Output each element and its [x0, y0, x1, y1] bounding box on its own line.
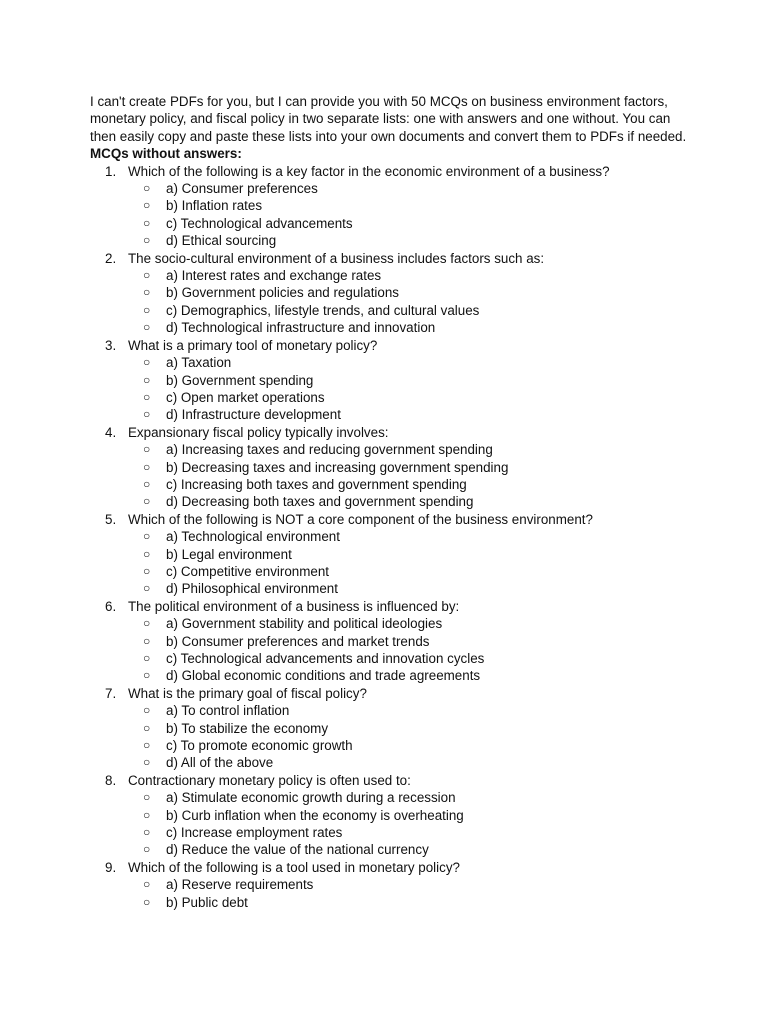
option-item: [128, 789, 690, 806]
option-item: [128, 302, 690, 319]
option-item: [128, 354, 690, 371]
option-item: [128, 284, 690, 301]
option-text: d) Ethical sourcing: [166, 233, 277, 249]
hollow-circle-bullet-icon: ○: [143, 755, 151, 770]
option-item: [128, 459, 690, 476]
question-text: Contractionary monetary policy is often used to:: [128, 772, 411, 788]
hollow-circle-bullet-icon: ○: [143, 581, 151, 596]
hollow-circle-bullet-icon: ○: [143, 842, 151, 857]
hollow-circle-bullet-icon: ○: [143, 215, 151, 230]
question-number: 6.: [105, 598, 117, 614]
option-item: [128, 215, 690, 232]
option-text: b) Public debt: [166, 894, 248, 910]
question-text: The socio-cultural environment of a business includes factors such as:: [128, 250, 545, 266]
question-list: [90, 163, 690, 911]
question-number: 2.: [105, 250, 117, 266]
question-item: [90, 598, 690, 685]
question-item: [90, 859, 690, 911]
question-text: The political environment of a business is influenced by:: [128, 598, 460, 614]
option-text: a) Technological environment: [166, 529, 340, 545]
question-text: What is a primary tool of monetary policy?: [128, 337, 378, 353]
option-list: [128, 267, 690, 337]
option-item: [128, 389, 690, 406]
question-number: 3.: [105, 337, 117, 353]
question-number: 1.: [105, 163, 117, 179]
option-item: [128, 876, 690, 893]
hollow-circle-bullet-icon: ○: [143, 459, 151, 474]
hollow-circle-bullet-icon: ○: [143, 668, 151, 683]
option-text: a) Government stability and political ideologies: [166, 616, 443, 632]
question-item: [90, 337, 690, 424]
option-text: c) Open market operations: [166, 389, 325, 405]
hollow-circle-bullet-icon: ○: [143, 720, 151, 735]
hollow-circle-bullet-icon: ○: [143, 181, 151, 196]
option-item: [128, 528, 690, 545]
option-item: [128, 720, 690, 737]
option-item: [128, 894, 690, 911]
hollow-circle-bullet-icon: ○: [143, 198, 151, 213]
option-item: [128, 807, 690, 824]
option-text: a) Consumer preferences: [166, 181, 318, 197]
hollow-circle-bullet-icon: ○: [143, 877, 151, 892]
option-list: [128, 876, 690, 911]
option-item: [128, 841, 690, 858]
question-number: 8.: [105, 772, 117, 788]
option-text: d) Global economic conditions and trade agreements: [166, 668, 481, 684]
option-text: d) Reduce the value of the national currency: [166, 842, 429, 858]
question-item: [90, 772, 690, 859]
question-item: [90, 511, 690, 598]
hollow-circle-bullet-icon: ○: [143, 372, 151, 387]
question-number: 4.: [105, 424, 117, 440]
question-item: [90, 250, 690, 337]
option-item: [128, 406, 690, 423]
option-text: b) Curb inflation when the economy is overheating: [166, 807, 464, 823]
option-text: b) To stabilize the economy: [166, 720, 329, 736]
option-text: a) To control inflation: [166, 703, 290, 719]
question-text: Which of the following is NOT a core component of the business environment?: [128, 511, 593, 527]
option-text: b) Inflation rates: [166, 198, 263, 214]
option-item: [128, 650, 690, 667]
option-item: [128, 633, 690, 650]
option-text: b) Consumer preferences and market trends: [166, 633, 430, 649]
hollow-circle-bullet-icon: ○: [143, 894, 151, 909]
option-text: c) Technological advancements: [166, 215, 353, 231]
section-heading: MCQs without answers:: [90, 146, 242, 162]
option-text: b) Legal environment: [166, 546, 292, 562]
hollow-circle-bullet-icon: ○: [143, 546, 151, 561]
option-text: d) Decreasing both taxes and government spending: [166, 494, 474, 510]
hollow-circle-bullet-icon: ○: [143, 285, 151, 300]
option-item: [128, 372, 690, 389]
question-text: What is the primary goal of fiscal policy?: [128, 685, 367, 701]
option-item: [128, 615, 690, 632]
option-item: [128, 754, 690, 771]
hollow-circle-bullet-icon: ○: [143, 233, 151, 248]
option-list: [128, 528, 690, 598]
option-item: [128, 667, 690, 684]
option-list: [128, 789, 690, 859]
hollow-circle-bullet-icon: ○: [143, 302, 151, 317]
document-page: [90, 93, 690, 911]
question-number: 9.: [105, 859, 117, 875]
option-list: [128, 615, 690, 685]
option-list: [128, 441, 690, 511]
hollow-circle-bullet-icon: ○: [143, 355, 151, 370]
question-number: 7.: [105, 685, 117, 701]
hollow-circle-bullet-icon: ○: [143, 563, 151, 578]
option-text: b) Government policies and regulations: [166, 285, 399, 301]
question-number: 5.: [105, 511, 117, 527]
option-text: d) All of the above: [166, 755, 274, 771]
option-text: d) Infrastructure development: [166, 407, 341, 423]
question-text: Expansionary fiscal policy typically involves:: [128, 424, 389, 440]
option-text: c) Demographics, lifestyle trends, and cultural values: [166, 302, 480, 318]
option-text: c) Technological advancements and innovation cycles: [166, 651, 485, 666]
option-text: a) Reserve requirements: [166, 877, 314, 893]
hollow-circle-bullet-icon: ○: [143, 442, 151, 457]
hollow-circle-bullet-icon: ○: [143, 494, 151, 509]
hollow-circle-bullet-icon: ○: [143, 529, 151, 544]
hollow-circle-bullet-icon: ○: [143, 651, 151, 665]
option-text: c) Increase employment rates: [166, 825, 343, 841]
option-text: c) To promote economic growth: [166, 738, 353, 754]
hollow-circle-bullet-icon: ○: [143, 807, 151, 822]
option-text: a) Increasing taxes and reducing government spending: [166, 442, 493, 458]
option-item: [128, 580, 690, 597]
hollow-circle-bullet-icon: ○: [143, 616, 151, 631]
hollow-circle-bullet-icon: ○: [143, 476, 151, 491]
intro-paragraph: I can't create PDFs for you, but I can provide you with 50 MCQs on business environment factors, monetary policy, and fiscal policy in two separate lists: one with answers and one without. You can then easily copy and paste these lists into your own documents and convert them to PDFs if needed.: [90, 94, 687, 144]
question-text: Which of the following is a key factor in the economic environment of a business?: [128, 163, 610, 179]
hollow-circle-bullet-icon: ○: [143, 633, 151, 648]
option-item: [128, 267, 690, 284]
option-item: [128, 232, 690, 249]
option-list: [128, 702, 690, 772]
question-item: [90, 424, 690, 511]
option-item: [128, 824, 690, 841]
hollow-circle-bullet-icon: ○: [143, 268, 151, 283]
hollow-circle-bullet-icon: ○: [143, 703, 151, 718]
option-text: a) Taxation: [166, 355, 232, 371]
option-text: b) Decreasing taxes and increasing government spending: [166, 459, 509, 475]
option-item: [128, 563, 690, 580]
hollow-circle-bullet-icon: ○: [143, 389, 151, 404]
question-item: [90, 163, 690, 250]
option-text: c) Increasing both taxes and government spending: [166, 476, 467, 492]
option-item: [128, 737, 690, 754]
option-text: a) Interest rates and exchange rates: [166, 268, 382, 284]
option-text: a) Stimulate economic growth during a recession: [166, 790, 456, 806]
option-text: c) Competitive environment: [166, 563, 329, 579]
option-text: d) Philosophical environment: [166, 581, 338, 597]
question-item: [90, 685, 690, 772]
option-item: [128, 493, 690, 510]
hollow-circle-bullet-icon: ○: [143, 738, 151, 753]
question-text: Which of the following is a tool used in monetary policy?: [128, 859, 460, 875]
option-item: [128, 319, 690, 336]
option-text: d) Technological infrastructure and innovation: [166, 320, 436, 336]
option-item: [128, 441, 690, 458]
hollow-circle-bullet-icon: ○: [143, 320, 151, 335]
hollow-circle-bullet-icon: ○: [143, 407, 151, 422]
option-item: [128, 476, 690, 493]
option-text: b) Government spending: [166, 372, 314, 388]
option-list: [128, 354, 690, 424]
option-item: [128, 197, 690, 214]
option-list: [128, 180, 690, 250]
option-item: [128, 546, 690, 563]
hollow-circle-bullet-icon: ○: [143, 790, 151, 805]
option-item: [128, 180, 690, 197]
hollow-circle-bullet-icon: ○: [143, 825, 151, 840]
option-item: [128, 702, 690, 719]
